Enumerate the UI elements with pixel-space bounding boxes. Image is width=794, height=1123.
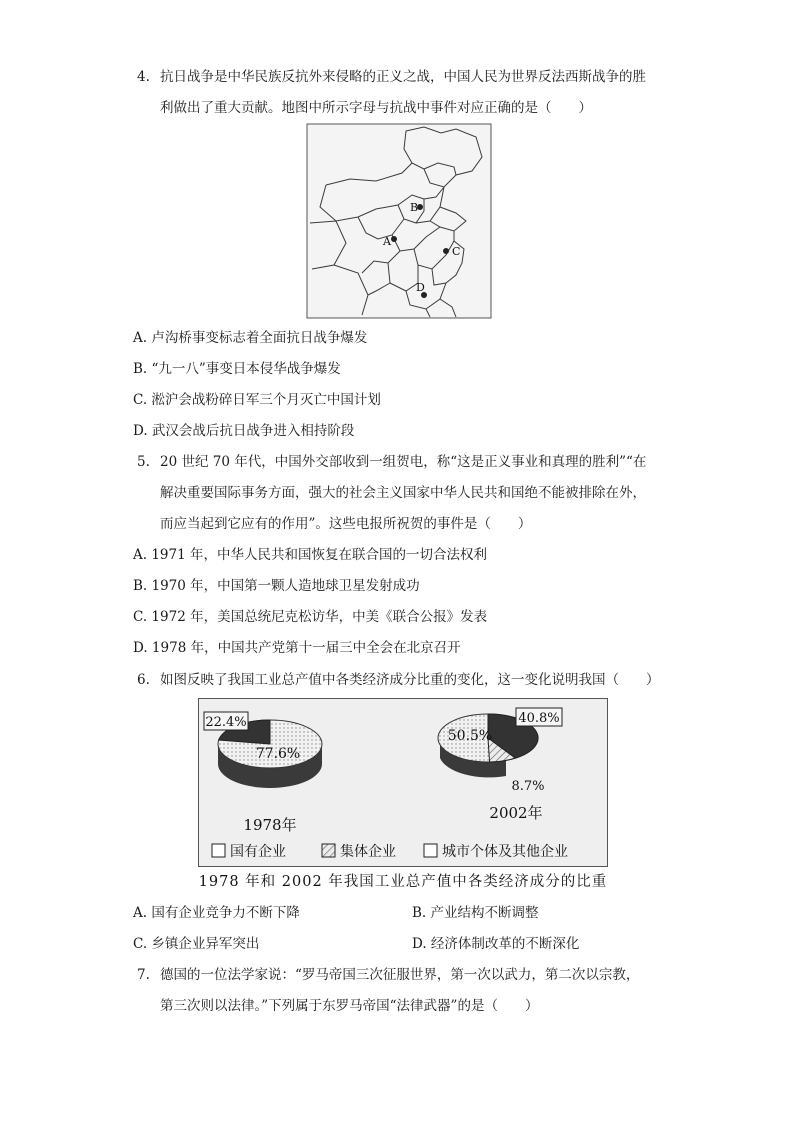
map-label-c: C [452, 245, 461, 258]
pie-2002-label-other: 50.5% [447, 728, 493, 744]
q6-option-a: A. 国有企业竞争力不断下降 [133, 905, 300, 921]
q7-stem-line1: 德国的一位法学家说：“罗马帝国三次征服世界，第一次以武力，第二次以宗教， [160, 967, 640, 983]
q4-option-d: D. 武汉会战后抗日战争进入相持阶段 [133, 423, 355, 439]
q7-stem-line2: 第三次则以法律。”下列属于东罗马帝国“法律武器”的是（ ） [160, 998, 539, 1014]
q6-stem-line1: 如图反映了我国工业总产值中各类经济成分比重的变化，这一变化说明我国（ ） [160, 672, 660, 688]
pie-2002-year-label: 2002年 [489, 804, 543, 822]
q5-option-c: C. 1972 年，美国总统尼克松访华，中美《联合公报》发表 [133, 609, 488, 625]
q4-option-b: B. “九一八”事变日本侵华战争爆发 [133, 361, 341, 377]
q4-option-c: C. 淞沪会战粉碎日军三个月灭亡中国计划 [133, 392, 381, 408]
q5-option-b: B. 1970 年，中国第一颗人造地球卫星发射成功 [133, 578, 420, 594]
q4-option-a: A. 卢沟桥事变标志着全面抗日战争爆发 [133, 330, 368, 346]
pie-1978-year-label: 1978年 [243, 816, 297, 834]
pie-2002-label-state: 40.8% [518, 711, 560, 726]
chart-title: 1978 年和 2002 年我国工业总产值中各类经济成分的比重 [198, 874, 608, 890]
chart-legend [212, 843, 568, 860]
q6-option-b: B. 产业结构不断调整 [412, 905, 539, 921]
q5-option-d: D. 1978 年，中国共产党第十一届三中全会在北京召开 [133, 640, 461, 656]
q5-option-a: A. 1971 年，中华人民共和国恢复在联合国的一切合法权利 [133, 547, 487, 563]
map-label-b: B [410, 201, 419, 214]
q4-number: 4. [137, 69, 150, 85]
legend-state: 国有企业 [230, 844, 286, 860]
legend-collective: 集体企业 [340, 844, 396, 860]
pie-1978-label-state: 77.6% [255, 746, 301, 762]
map-label-d: D [416, 281, 425, 294]
pie-chart-figure [198, 698, 608, 892]
pie-1978-label-collective: 22.4% [205, 715, 247, 730]
q5-stem-line1: 20 世纪 70 年代，中国外交部收到一组贺电，称“这是正义事业和真理的胜利”“在 [160, 454, 647, 470]
q6-option-d: D. 经济体制改革的不断深化 [412, 936, 580, 952]
q4-stem-line2: 利做出了重大贡献。地图中所示字母与抗战中事件对应正确的是（ ） [160, 100, 592, 116]
q5-stem-line3: 而应当起到它应有的作用”。这些电报所祝贺的事件是（ ） [160, 516, 532, 532]
q6-number: 6. [137, 672, 150, 688]
q6-option-c: C. 乡镇企业异军突出 [133, 936, 260, 952]
map-label-a: A [383, 235, 391, 248]
legend-other: 城市个体及其他企业 [442, 844, 568, 860]
q5-number: 5. [137, 454, 150, 470]
pie-2002-label-collective: 8.7% [511, 779, 545, 794]
q7-number: 7. [137, 967, 150, 983]
china-map-figure [306, 123, 492, 319]
q4-stem-line1: 抗日战争是中华民族反抗外来侵略的正义之战，中国人民为世界反法西斯战争的胜 [160, 69, 646, 85]
q5-stem-line2: 解决重要国际事务方面，强大的社会主义国家中华人民共和国绝不能被排除在外， [160, 485, 646, 501]
